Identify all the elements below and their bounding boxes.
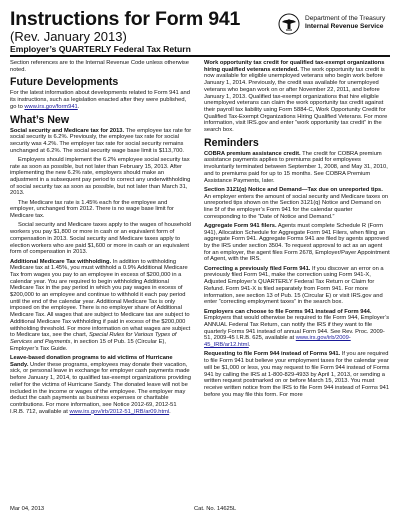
footer-catalog-number: Cat. No. 14625L [194,506,237,512]
paragraph-medicare-rate: The Medicare tax rate is 1.45% each for the employee and employer, unchanged from 2012. There is no wage base limit for Medicare tax. [10,199,174,220]
page-footer [10,505,390,515]
paragraph-hurricane-sandy-leave: Leave-based donation programs to aid victims of Hurricane Sandy. Under these programs, employees may donate their vacation, sick, or personal leave in exchange for employer cash payments made before January 1, 2014, to qualified tax-exempt organizations providing relief for the victims of Hurricane Sandy. The donated leave will not be included in the income or wages of the employee. The employer may deduct the cash payments as business expenses or charitable contributions. For more information, see Notice 2012-69, 2012-51 I.R.B. 712, available at www.irs.gov/irb/2012-51_IRB/ar09.html. [10,354,191,415]
document-header [10,8,390,60]
link-form941[interactable]: www.irs.gov/form941 [24,103,78,110]
form-name: Employer’s QUARTERLY Federal Tax Return [10,44,191,54]
agency-name: Internal Revenue Service [305,23,384,30]
heading-whats-new: What’s New [10,113,70,126]
right-column [204,60,390,401]
link-notice-2012-69[interactable]: www.irs.gov/irb/2012-51_IRB/ar09.html [69,408,170,415]
header-rule [10,55,390,57]
section-references-note: Section references are to the Internal Revenue Code unless otherwise noted. [10,60,189,73]
paragraph-request-form-944: Requesting to file Form 944 instead of Forms 941. If you are required to file Form 941 but believe your employment taxes for the calendar year will be $1,000 or less, you may request to file Form 944 instead of Forms 941 by calling the IRS at 1-800-829-4933 by April 1, 2013, or sending a written request postmarked on or before March 15, 2013. You must receive written notice from the IRS to file Form 944 instead of Forms 941 before you may file this form. For more [204,351,390,398]
paragraph-choose-forms-941: Employers can choose to file Forms 941 instead of Form 944. Employers that would otherwise be required to file Form 944, Employer’s ANNUAL Federal Tax Return, can notify the IRS if they want to file quarterly Forms 941 instead of annual Form 944. See Rev. Proc. 2009-51, 2009-45 I.R.B. 625, available at www.irs.gov/irb/2009-45_IRB/ar12.html. [204,308,390,349]
paragraph-future-developments: For the latest information about developments related to Form 941 and its instructions, such as legislation enacted after they were published, go to www.irs.gov/form941. [10,90,190,110]
paragraph-cobra-credit: COBRA premium assistance credit. The credit for COBRA premium assistance payments applies to premiums paid for employees involuntarily terminated between September 1, 2008, and May 31, 2010, and to premiums paid for up to 15 months. See COBRA Premium Assistance Payments, later. [204,150,388,184]
revision-date: (Rev. January 2013) [10,29,127,44]
paragraph-ss-medicare-2013: Social security and Medicare tax for 2013. The employee tax rate for social security is 6.2%. Previously, the employee tax rate for social security was 4.2%. The employer tax rate for social security remains unchanged at 6.2%. The social security wage base limit is $113,700. [10,127,192,154]
heading-future-developments: Future Developments [10,76,119,89]
paragraph-section-3121q: Section 3121(q) Notice and Demand—Tax due on unreported tips. An employer enters the amount of social security and Medicare taxes on unreported tips shown on the Section 3121(q) Notice and Demand on line 5f of the employer’s Form 941 for the calendar quarter corresponding to the “Date of Notice and Demand.” [204,186,389,220]
paragraph-household-election-workers: Social security and Medicare taxes apply to the wages of household workers you pay $1,800 or more in cash or an equivalent form of compensation in 2013. Social security and Medicare taxes apply to election workers who are paid $1,600 or more in cash or an equivalent form of compensation in 2013. [10,222,191,256]
agency-department: Department of the Treasury [305,15,386,22]
document-title: Instructions for Form 941 [10,8,241,30]
footer-date: Mar 04, 2013 [10,506,45,512]
paragraph-additional-medicare-tax: Additional Medicare Tax withholding. In addition to withholding Medicare tax at 1.45%, you must withhold a 0.9% Additional Medicare Tax from wages you pay to an employee in excess of $200,000 in a calendar year. You are required to begin withholding Additional Medicare Tax in the pay period in which you pay wages in excess of $200,000 to an employee and continue to withhold it each pay period until the end of the calendar year. Additional Medicare Tax is only imposed on the employee. There is no employer share of Additional Medicare Tax. All wages that are subject to Medicare tax are subject to Additional Medicare Tax withholding if paid in excess of the $200,000 withholding threshold. For more information on what wages are subject to Medicare tax, see the chart, Special Rules for Various Types of Services and Payments, in section 15 of Pub. 15 (Circular E), Employer’s Tax Guide. [10,258,191,352]
heading-reminders: Reminders [204,136,259,149]
left-column [10,60,192,418]
irs-eagle-seal-icon [278,13,300,35]
link-rev-proc-2009-51[interactable]: www.irs.gov/irb/2009-45_IRB/ar12.html [204,335,351,349]
paragraph-wotc-veterans: Work opportunity tax credit for qualified tax-exempt organizations hiring qualified veterans extended. The work opportunity tax credit is now available for eligible unemployed veterans who begin work before January 1, 2014. Previously, the credit was available for unemployed veterans who began work on or after November 22, 2011, and before January 1, 2013. Qualified tax-exempt organizations that hire eligible unemployed veterans can claim the work opportunity tax credit against their payroll tax liability using Form 5884-C, Work Opportunity Credit for Qualified Tax-Exempt Organizations Hiring Qualified Veterans. For more information, visit IRS.gov and enter “work opportunity tax credit” in the search box. [204,60,388,134]
paragraph-correcting-form-941: Correcting a previously filed Form 941. If you discover an error on a previously filed Form 941, make the correction using Form 941-X, Adjusted Employer’s QUARTERLY Federal Tax Return or Claim for Refund. Form 941-X is filed separately from Form 941. For more information, see section 13 of Pub. 15 (Circular E) or visit IRS.gov and enter “correcting employment taxes” in the search box. [204,265,384,306]
paragraph-employee-rate-implementation: Employers should implement the 6.2% employee social security tax rate as soon as possible, but not later than February 15, 2013. After implementing the new 6.2% rate, employers should make an adjustment in a subsequent pay period to correct any underwithholding of social security tax as soon as possible, but not later than March 31, 2013. [10,156,191,197]
paragraph-aggregate-filers: Aggregate Form 941 filers. Agents must complete Schedule R (Form 941), Allocation Schedule for Aggregate Form 941 Filers, when filing an aggregate Form 941. Aggregate Forms 941 are filed by agents approved by the IRS under section 3504. To request approval to act as an agent for an employer, the agent files Form 2678, Employer/Payer Appointment of Agent, with the IRS. [204,222,390,263]
agency-block [278,12,390,42]
